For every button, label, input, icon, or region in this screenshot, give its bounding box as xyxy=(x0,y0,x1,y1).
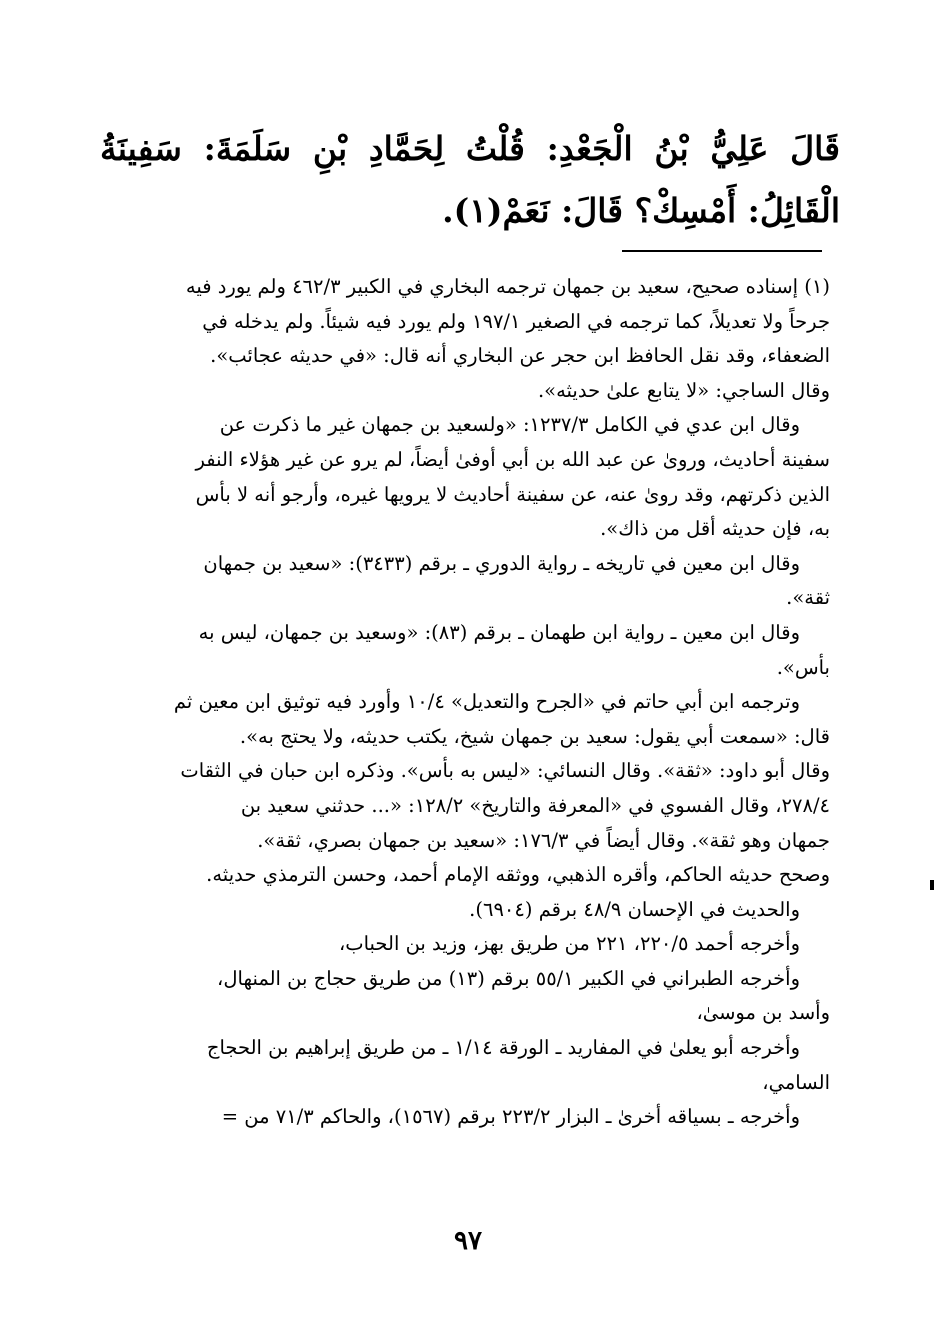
footnote-line: وصحح حديثه الحاكم، وأقره الذهبي، ووثقه الإمام أحمد، وحسن الترمذي حديثه. xyxy=(206,863,830,887)
scan-mark xyxy=(930,880,934,890)
footnote-separator xyxy=(622,250,822,252)
footnote-line: الضعفاء، وقد نقل الحافظ ابن حجر عن البخاري أنه قال: «في حديثه عجائب». xyxy=(210,344,830,368)
footnote-line: سفينة أحاديث، وروىٰ عن عبد الله بن أبي أوفىٰ أيضاً، لم يرو عن غير هؤلاء النفر xyxy=(195,447,830,471)
footnote-line: وأخرجه أبو يعلىٰ في المفاريد ـ الورقة ١/١٤ ـ من طريق إبراهيم بن الحجاج xyxy=(206,1036,800,1060)
footnote-line: وقال الساجي: «لا يتابع علىٰ حديثه». xyxy=(537,378,830,402)
footnote-line: وقال أبو داود: «ثقة». وقال النسائي: «ليس به بأس». وذكره ابن حبان في الثقات xyxy=(180,759,830,783)
footnote-line: وأخرجه الطبراني في الكبير ٥٥/١ برقم (١٣) من طريق حجاج بن المنهال، xyxy=(217,966,800,990)
footnote-line: وأسد بن موسىٰ، xyxy=(696,1001,830,1025)
footnote-line: وقال ابن معين ـ رواية ابن طهمان ـ برقم (٨٣): «وسعيد بن جمهان، ليس به xyxy=(198,620,800,644)
footnote-line: ٢٧٨/٤، وقال الفسوي في «المعرفة والتاريخ» ١٢٨/٢: «... حدثني سعيد بن xyxy=(240,793,830,817)
footnote-line: وقال ابن معين في تاريخه ـ رواية الدوري ـ برقم (٣٤٣٣): «سعيد بن جمهان xyxy=(203,551,800,575)
footnote-line: (١) إسناده صحيح، سعيد بن جمهان ترجمه البخاري في الكبير ٤٦٢/٣ ولم يورد فيه xyxy=(185,275,830,298)
footnote-line: الذين ذكرتهم، وقد روىٰ عنه، عن سفينة أحاديث لا يرويها غيره، وأرجو أنه لا بأس xyxy=(195,482,830,506)
footnote-line: وأخرجه أحمد ٢٢٠/٥، ٢٢١ من طريق بهز، وزيد بن الحباب، xyxy=(338,932,800,956)
footnote-line: قال: «سمعت أبي يقول: سعيد بن جمهان شيخ، يكتب حديثه، ولا يحتج به». xyxy=(239,724,830,748)
footnote-line: ثقة». xyxy=(786,586,830,610)
footnote-line: السامي، xyxy=(762,1070,830,1094)
footnotes xyxy=(100,270,830,1135)
footnote-line: به، فإن حديثه أقل من ذاك». xyxy=(600,517,830,541)
footnote-line: وقال ابن عدي في الكامل ١٢٣٧/٣: «ولسعيد بن جمهان غير ما ذكرت عن xyxy=(219,413,800,437)
page-number: ٩٧ xyxy=(454,1226,482,1256)
footnote-line: وأخرجه ـ بسياقه أخرىٰ ـ البزار ٢٢٣/٢ برقم (١٥٦٧)، والحاكم ٧١/٣ من = xyxy=(221,1105,800,1129)
footnote-line: والحديث في الإحسان ٤٨/٩ برقم (٦٩٠٤). xyxy=(469,897,800,921)
footnote-line: جمهان وهو ثقة». وقال أيضاً في ١٧٦/٣: «سعيد بن جمهان بصري، ثقة». xyxy=(257,828,830,852)
hadith-text: قَالَ عَلِيُّ بْنُ الْجَعْدِ: قُلْتُ لِحَمَّادِ بْنِ سَلَمَةَ: سَفِينَةُ الْقَائِلُ: أَمْسِكْ؟ قَالَ: نَعَمْ(١). xyxy=(100,129,840,230)
footnote-line: جرحاً ولا تعديلاً، كما ترجمه في الصغير ١٩٧/١ ولم يورد فيه شيئاً. ولم يدخله في xyxy=(202,309,830,333)
footnote-line: بأس». xyxy=(776,655,830,679)
footnote-line: وترجمه ابن أبي حاتم في «الجرح والتعديل» ١٠/٤ وأورد فيه توثيق ابن معين ثم xyxy=(173,690,800,714)
